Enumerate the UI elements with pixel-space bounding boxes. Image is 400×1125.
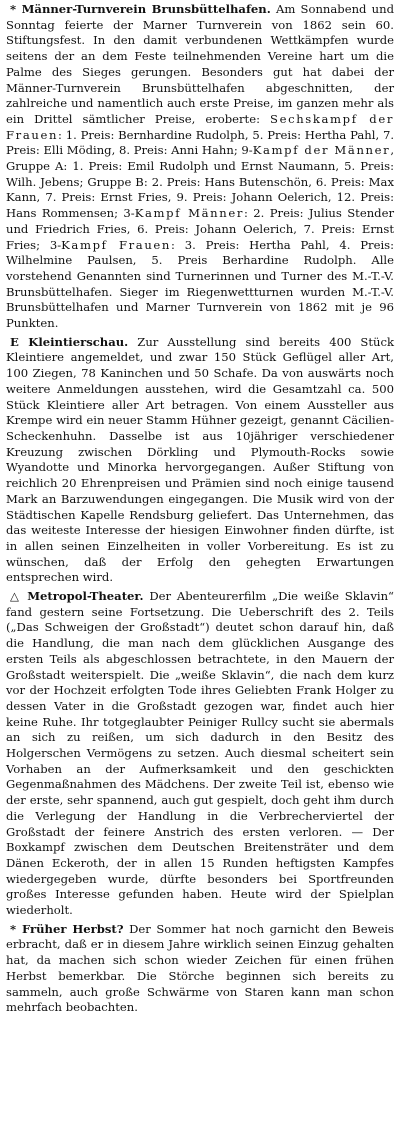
spaced-category-label: Kampf der Männer [252, 143, 391, 158]
news-article [6, 2, 394, 332]
article-text: Der Abenteurerfilm „Die weiße Sklavin“ fand gestern seine Fortsetzung. Die Ueberschrift des 2. Teils („Das Schweigen der Großstadt“) deutet schon darauf hin, daß die Handlung, die man nach dem glücklichen Ausgange des ersten Teils als abgeschlossen betrachtete, in den Mauern der Großstadt weiterspielt. Die „weiße Sklavin“, die nach dem kurz vor der Hochzeit erfolgten Tode ihres Geliebten Frank Holger zu dessen Vater in die Großstadt gezogen war, findet auch hier keine Ruhe. Ihr totgeglaubter Peiniger Rullcy sucht sie abermals an sich zu reißen, um sich dadurch in den Besitz des Holgerschen Vermögens zu setzen. Auch diesmal scheitert sein Vorhaben an der Aufmerksamkeit und den geschickten Gegenmaßnahmen des Mädchens. Der zweite Teil ist, ebenso wie der erste, sehr spannend, auch gut gespielt, doch geht ihm durch die Verlegung der Handlung in die Verbrecherviertel der Großstadt der feinere Anstrich des ersten verloren. — Der Boxkampf zwischen dem Deutschen Breitensträter und dem Dänen Eckeroth, der in allen 15 Runden heftigsten Kampfes wiedergegeben wurde, dürfte besonders bei Sportfreunden großes Interesse gefunden haben. Heute wird der Spielplan wiederholt. [6, 589, 394, 918]
article-paragraph [6, 922, 394, 1016]
article-text: : 1. Preis: Bernhardine Rudolph, 5. Preis: Hertha Pahl, 7. Preis: Elli Möding, 8. Preis: Anni Hahn; 9- [6, 127, 394, 158]
article-text: : 2. Preis: Julius Stender und Friedrich Fries, 6. Preis: Johann Oelerich, 7. Preis: Ernst Fries; 3- [6, 206, 394, 252]
news-article [6, 335, 394, 586]
article-headline: * Männer-Turnverein Brunsbüttelhafen. [10, 2, 271, 16]
article-text: : 3. Preis: Hertha Pahl, 4. Preis: Wilhelmine Paulsen, 5. Preis Berhardine Rudolph. Alle vorstehend Genannten sind Turnerinnen und Turner des M.-T.-V. Brunsbüttelhafen. Sieger im Riegenwettturnen wurden M.-T.-V. Brunsbüttelhafen und Marner Turnverein von 1862 mit je 96 Punkten. [6, 237, 395, 331]
article-headline: △ Metropol-Theater. [10, 589, 144, 604]
spaced-category-label: Kampf Männer [134, 206, 244, 221]
spaced-category-label: Kampf Frauen [61, 237, 171, 252]
article-text: Zur Ausstellung sind bereits 400 Stück Kleintiere angemeldet, und zwar 150 Stück Geflügel aller Art, 100 Ziegen, 78 Kaninchen und 50 Schafe. Da von auswärts noch weitere Anmeldungen ausstehen, wird die Gesamtzahl ca. 500 Stück Kleintiere aller Art betragen. Von einem Aussteller aus Krempe wird ein neuer Stamm Hühner gezeigt, genannt Cäcilien-Scheckenhuhn. Dasselbe ist aus 10jähriger verschiedener Kreuzung zwischen Dörkling und Plymouth-Rocks sowie Wyandotte und Minorka hervorgegangen. Außer Stiftung von reichlich 20 Ehrenpreisen und Prämien sind noch einige tausend Mark an Barzuwendungen eingegangen. Die Musik wird von der Städtischen Kapelle Rendsburg geliefert. Das Unternehmen, das das weiteste Interesse der hiesigen Einwohner finden dürfte, ist in allen seinen Einzelheiten in voller Vorbereitung. Es ist zu wünschen, daß der Erfolg den gehegten Erwartungen entsprechen wird. [6, 334, 394, 585]
article-headline: E Kleintierschau. [10, 334, 129, 349]
article-paragraph [6, 2, 394, 332]
article-text: , Gruppe A: 1. Preis: Emil Rudolph und Ernst Naumann, 5. Preis: Wilh. Jebens; Gruppe B: 2. Preis: Hans Butenschön, 6. Preis: Max Kann, 7. Preis: Ernst Fries, 9. Preis: Johann Oelerich, 12. Preis: Hans Rommensen; 3- [6, 143, 394, 221]
article-paragraph [6, 589, 394, 919]
news-article [6, 922, 394, 1016]
article-text: Am Sonnabend und Sonntag feierte der Marner Turnverein von 1862 sein 60. Stiftungsfest. In den damit verbundenen Wettkämpfen wurde seitens der an dem Feste teilnehmenden Vereine hart um die Palme des Sieges gerungen. Besonders gut hat dabei der Männer-Turnverein Brunsbüttelhafen abgeschnitten, der zahlreiche und namentlich auch erste Preise, im ganzen mehr als ein Drittel sämtlicher Preise, eroberte: [6, 2, 394, 126]
spaced-category-label: Sechskampf der Frauen [6, 111, 394, 142]
article-paragraph [6, 335, 394, 586]
news-article [6, 589, 394, 919]
article-headline: * Früher Herbst? [10, 921, 124, 936]
article-text: Der Sommer hat noch garnicht den Beweis erbracht, daß er in diesem Jahre wirklich seinen Einzug gehalten hat, da machen sich schon wieder Zeichen für einen frühen Herbst bemerkbar. Die Störche beginnen sich bereits zu sammeln, auch große Schwärme von Staren kann man schon mehrfach beobachten. [6, 921, 394, 1015]
